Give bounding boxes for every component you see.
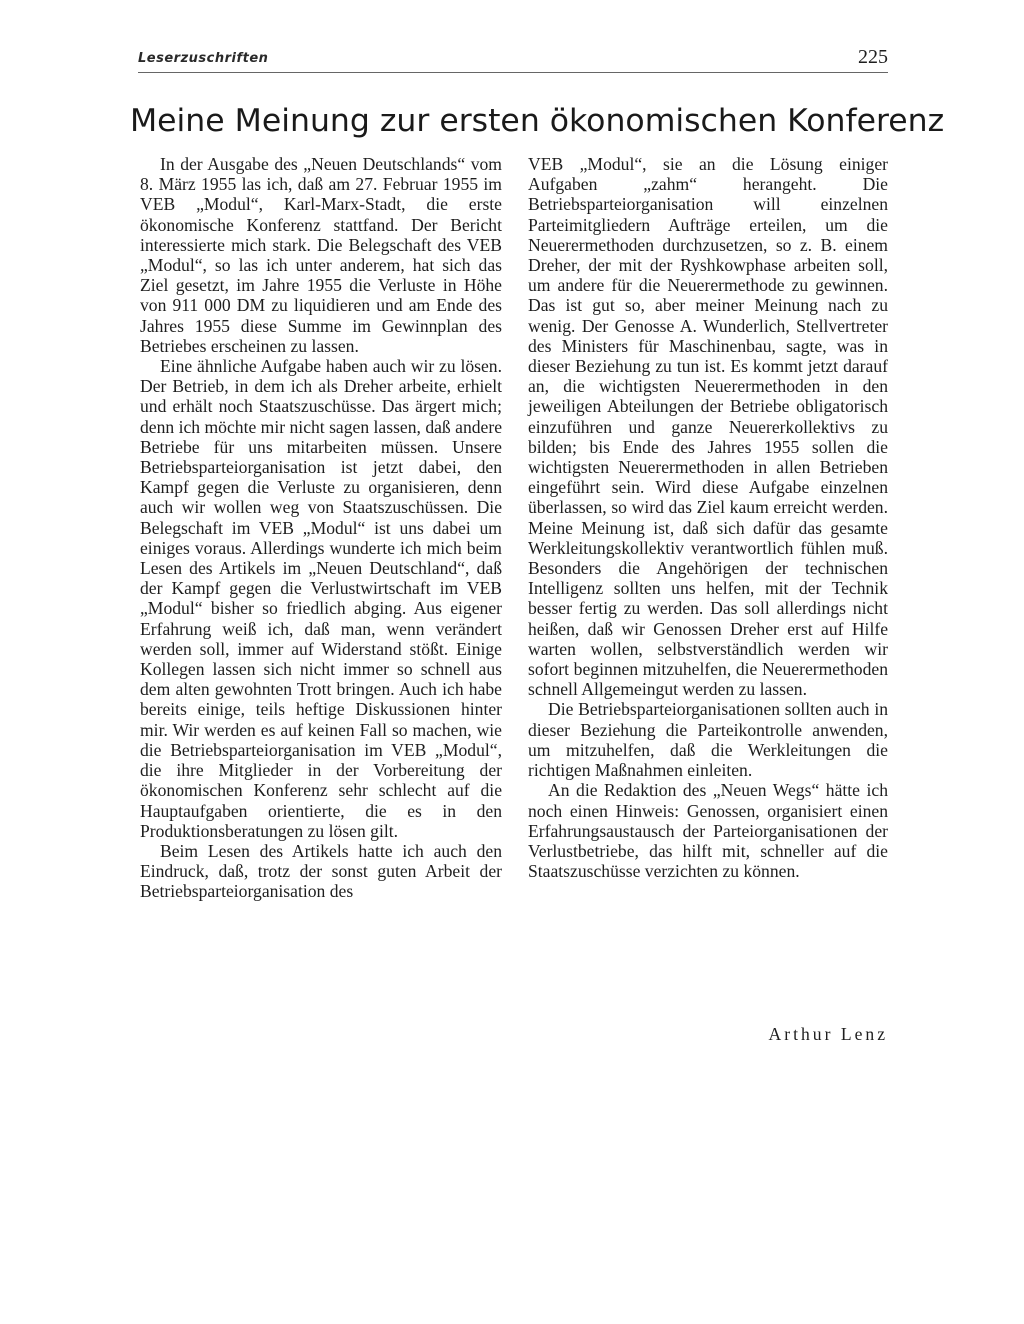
page-header: [138, 46, 888, 74]
right-column: [528, 154, 888, 881]
article-title: Meine Meinung zur ersten ökonomischen Konferenz: [130, 103, 945, 139]
section-label: Leserzuschriften: [138, 51, 269, 66]
page-number: 225: [858, 46, 888, 68]
header-rule: [138, 72, 888, 73]
paragraph: Beim Lesen des Artikels hatte ich auch den Eindruck, daß, trotz der sonst guten Arbeit der Betriebsparteiorganisation des: [140, 840, 502, 902]
paragraph: Eine ähnliche Aufgabe haben auch wir zu lösen. Der Betrieb, in dem ich als Dreher arbeite, erhielt und erhält noch Staatszuschüsse. Das ärgert mich; denn ich möchte mir nicht sagen lassen, daß andere Betriebe für uns mitarbeiten müssen. Unsere Betriebsparteiorganisation ist jetzt dabei, den Kampf gegen die Verluste zu organisieren, denn auch wir wollen weg von Staatszuschüssen. Die Belegschaft im VEB „Modul“ ist uns dabei um einiges voraus. Allerdings wunderte ich mich beim Lesen des Artikels im „Neuen Deutschland“, daß der Kampf gegen die Verlustwirtschaft im VEB „Modul“ bisher so friedlich abging. Aus eigener Erfahrung weiß ich, daß man, wenn verändert werden soll, immer auf Widerstand stößt. Einige Kollegen lassen sich nicht immer so schnell aus dem alten gewohnten Trott bringen. Auch ich habe bereits einige, teils heftige Diskussionen hinter mir. Wir werden es auf keinen Fall so machen, wie die Betriebsparteiorganisation im VEB „Modul“, die ihre Mitglieder in der Vorbereitung der ökonomischen Konferenz sehr schlecht auf die Hauptaufgaben orientierte, die es in den Produktionsberatungen zu lösen gilt.: [140, 356, 503, 841]
paragraph: In der Ausgabe des „Neuen Deutschlands“ vom 8. März 1955 las ich, daß am 27. Februar 1955 im VEB „Modul“, Karl-Marx-Stadt, die erste ökonomische Konferenz stattfand. Der Bericht interessierte mich stark. Die Belegschaft des VEB „Modul“, so las ich unter anderem, hat sich das Ziel gesetzt, im Jahre 1955 die Verluste in Höhe von 911 000 DM zu liquidieren und am Ende des Jahres 1955 diese Summe im Gewinnplan des Betriebes erscheinen zu lassen.: [140, 154, 502, 356]
paragraph-continuation: VEB „Modul“, sie an die Lösung einiger Aufgaben „zahm“ herangeht. Die Betriebsparteiorganisation will einzelnen Parteimitgliedern Aufträge erteilen, um die Neuerermethoden durchzusetzen, so z. B. einem Dreher, der mit der Ryshkowphase arbeiten soll, um andere für die Neuerermethode zu gewinnen. Das ist gut so, aber meiner Meinung nach zu wenig. Der Genosse A. Wunderlich, Stellvertreter des Ministers für Maschinenbau, sagte, was in dieser Beziehung zu tun ist. Es kommt jetzt darauf an, die wichtigsten Neuerermethoden in den jeweiligen Abteilungen der Betriebe obligatorisch einzuführen und ganze Neuererkollektivs zu bilden; bis Ende des Jahres 1955 sollen die wichtigsten Neuerermethoden in allen Betrieben eingeführt sein. Wird diese Aufgabe einzelnen überlassen, so wird das Ziel kaum erreicht werden. Meine Meinung ist, daß sich dafür das gesamte Werkleitungskollektiv verantwortlich fühlen muß. Besonders die Angehörigen der technischen Intelligenz sollten uns helfen, mit der Technik besser fertig zu werden. Das soll allerdings nicht heißen, daß wir Genossen Dreher erst auf Hilfe warten wollen, selbstverständlich werden wir sofort beginnen mitzuhelfen, die Neuerermethoden schnell Allgemeingut werden zu lassen.: [528, 154, 888, 700]
author-signature: Arthur Lenz: [768, 1024, 888, 1044]
paragraph: Die Betriebsparteiorganisationen sollten auch in dieser Beziehung die Parteikontrolle anwenden, um mitzuhelfen, daß die Werkleitungen die richtigen Maßnahmen einleiten.: [528, 699, 888, 781]
paragraph: An die Redaktion des „Neuen Wegs“ hätte ich noch einen Hinweis: Genossen, organisiert einen Erfahrungsaustausch der Parteiorganisationen der Verlustbetriebe, das hilft mit, schneller auf die Staatszuschüsse verzichten zu können.: [528, 780, 888, 882]
left-column: [140, 154, 502, 902]
